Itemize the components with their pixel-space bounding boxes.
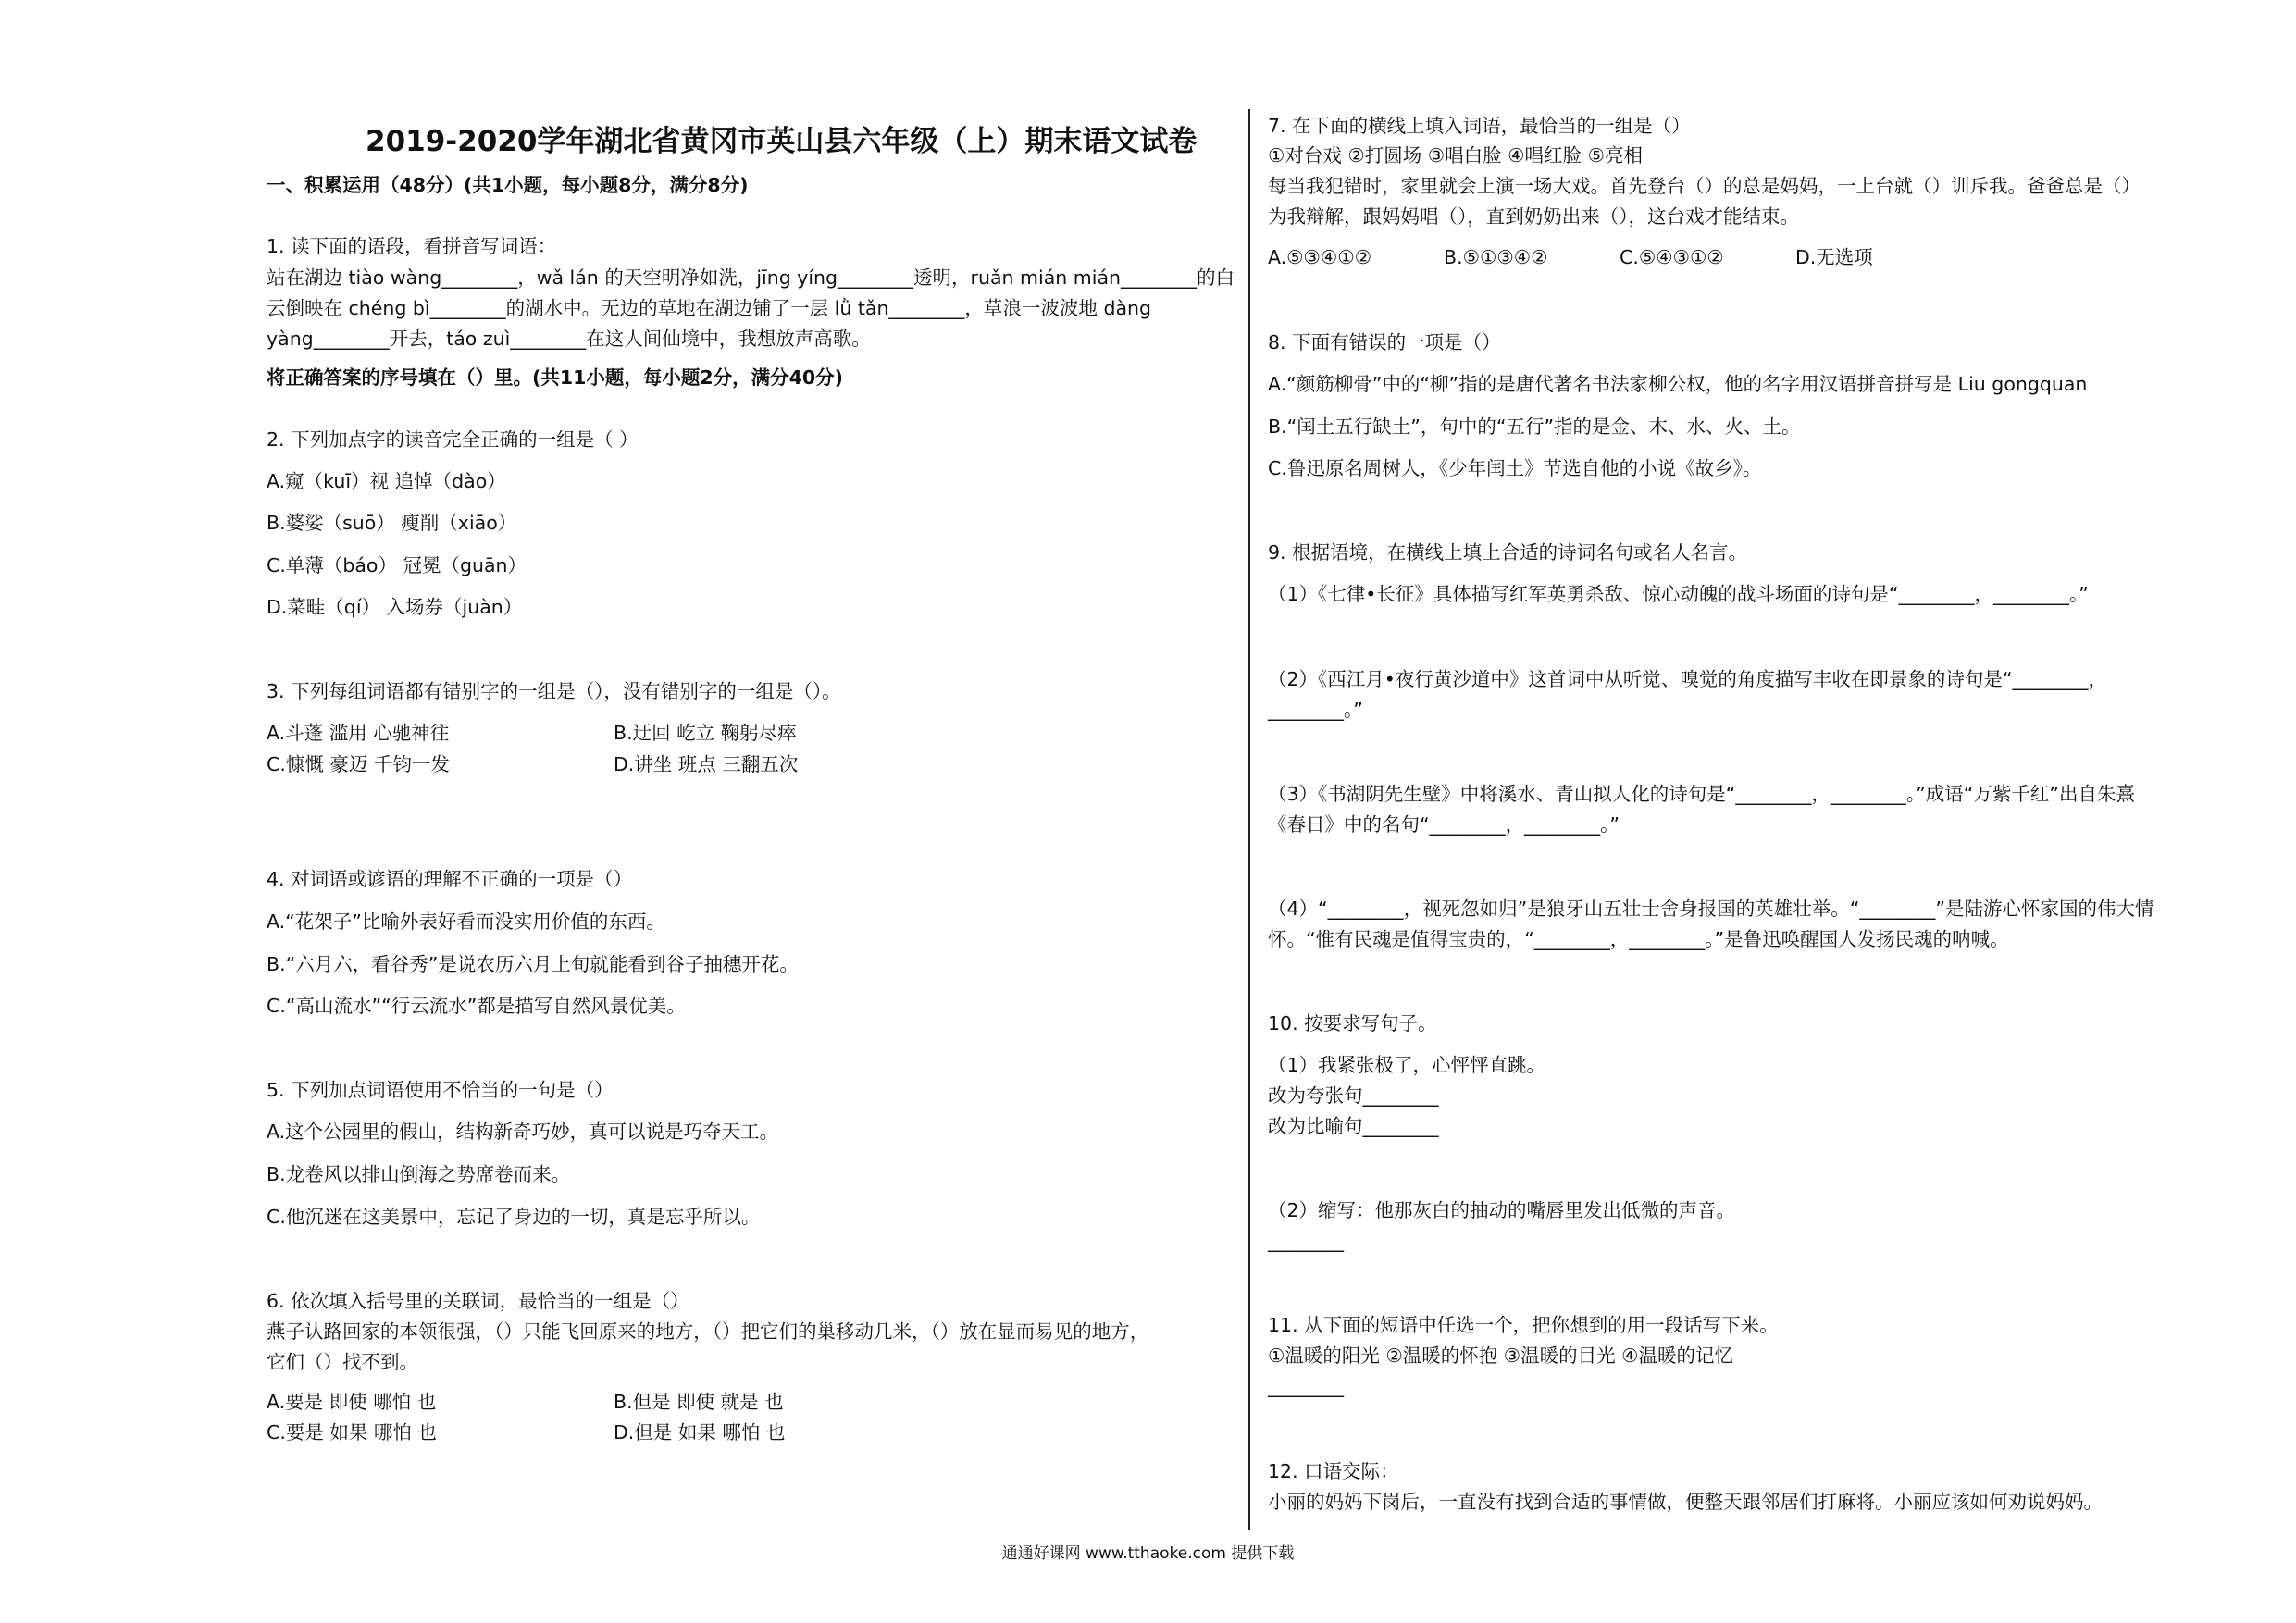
q4-option-b: B.“六月六，看谷秀”是说农历六月上旬就能看到谷子抽穗开花。 bbox=[267, 953, 799, 975]
q5-stem: 5. 下列加点词语使用不恰当的一句是（） bbox=[267, 1079, 614, 1101]
section-heading-2: 将正确答案的序号填在（）里。(共11小题，每小题2分，满分40分) bbox=[267, 366, 844, 389]
q10-sentence: （2）缩写：他那灰白的抽动的嘴唇里发出低微的声音。 bbox=[1268, 1199, 1736, 1221]
q11-items: ①温暖的阳光 ②温暖的怀抱 ③温暖的目光 ④温暖的记忆 bbox=[1268, 1344, 1734, 1367]
q10-sentence: （1）我紧张极了，心怦怦直跳。 bbox=[1268, 1054, 1546, 1076]
q2-option-c: C.单薄（báo） 冠冕（guān） bbox=[267, 554, 527, 576]
q2-option-a: A.窥（kuī）视 追悼（dào） bbox=[267, 470, 506, 492]
q6-line: 它们（）找不到。 bbox=[267, 1351, 418, 1373]
q9-stem: 9. 根据语境，在横线上填上合适的诗词名句或名人名言。 bbox=[1268, 541, 1748, 564]
q7-option-a: A.⑤③④①② bbox=[1268, 246, 1372, 268]
q7-option-b: B.⑤①③④② bbox=[1444, 246, 1548, 268]
q12-line: 小丽的妈妈下岗后，一直没有找到合适的事情做，便整天跟邻居们打麻将。小丽应该如何劝说妈妈。 bbox=[1268, 1491, 2103, 1513]
q8-option-b: B.“闰土五行缺土”，句中的“五行”指的是金、木、水、火、土。 bbox=[1268, 415, 1801, 438]
q1-stem: 1. 读下面的语段，看拼音写词语： bbox=[267, 235, 557, 257]
q7-stem: 7. 在下面的横线上填入词语，最恰当的一组是（） bbox=[1268, 115, 1691, 137]
q7-option-c: C.⑤④③①② bbox=[1620, 246, 1724, 268]
q12-stem: 12. 口语交际： bbox=[1268, 1460, 1399, 1482]
q10-stem: 10. 按要求写句子。 bbox=[1268, 1012, 1437, 1035]
page-title: 2019-2020学年湖北省黄冈市英山县六年级（上）期末语文试卷 bbox=[366, 125, 1198, 158]
q3-option-d: D.讲坐 班点 三翻五次 bbox=[614, 753, 799, 775]
q8-option-c: C.鲁迅原名周树人，《少年闰土》节选自他的小说《故乡》。 bbox=[1268, 457, 1762, 479]
q10-answer-line: 改为比喻句________ bbox=[1268, 1115, 1439, 1137]
q1-line: yàng________开去，táo zuì________在这人间仙境中，我想放声高歌。 bbox=[267, 328, 871, 350]
footer-credit: 通通好课网 www.tthaoke.com 提供下载 bbox=[1001, 1544, 1295, 1563]
q11-answer-line: ________ bbox=[1268, 1375, 1344, 1397]
q5-option-c: C.他沉迷在这美景中，忘记了身边的一切，真是忘乎所以。 bbox=[267, 1206, 761, 1228]
q1-line: 云倒映在 chéng bì________的湖水中。无边的草地在湖边铺了一层 lǜ tǎn________，草浪一波波地 dàng bbox=[267, 297, 1152, 319]
q9-part: 《春日》中的名句“________，________。” bbox=[1268, 813, 1620, 836]
q9-part: 怀。“惟有民魂是值得宝贵的，“________，________。”是鲁迅唤醒国人发扬民魂的呐喊。 bbox=[1268, 928, 2009, 950]
q6-option-c: C.要是 如果 哪怕 也 bbox=[267, 1421, 437, 1443]
q7-items: ①对台戏 ②打圆场 ③唱白脸 ④唱红脸 ⑤亮相 bbox=[1268, 144, 1643, 167]
q3-option-c: C.慷慨 豪迈 千钧一发 bbox=[267, 753, 450, 775]
q9-part: ________。” bbox=[1268, 699, 1363, 721]
q2-option-d: D.菜畦（qí） 入场券（juàn） bbox=[267, 596, 523, 618]
q5-option-a: A.这个公园里的假山，结构新奇巧妙，真可以说是巧夺天工。 bbox=[267, 1121, 779, 1143]
q7-option-d: D.无选项 bbox=[1795, 246, 1873, 268]
q9-part: （4）“________，视死忽如归”是狼牙山五壮士舍身报国的英雄壮举。“________”是陆游心怀家国的伟大情 bbox=[1268, 898, 2154, 920]
q4-option-c: C.“高山流水”“行云流水”都是描写自然风景优美。 bbox=[267, 995, 686, 1017]
q6-option-b: B.但是 即使 就是 也 bbox=[614, 1391, 784, 1413]
q7-line: 为我辩解，跟妈妈唱（），直到奶奶出来（），这台戏才能结束。 bbox=[1268, 205, 1799, 228]
q10-answer-line: ________ bbox=[1268, 1230, 1344, 1252]
q3-stem: 3. 下列每组词语都有错别字的一组是（），没有错别字的一组是（）。 bbox=[267, 680, 841, 702]
q4-option-a: A.“花架子”比喻外表好看而没实用价值的东西。 bbox=[267, 911, 665, 933]
q3-option-a: A.斗蓬 滥用 心驰神往 bbox=[267, 722, 450, 744]
q9-part: （1）《七律•长征》具体描写红军英勇杀敌、惊心动魄的战斗场面的诗句是“________，________。” bbox=[1268, 583, 2089, 605]
q6-line: 燕子认路回家的本领很强，（）只能飞回原来的地方，（）把它们的巢移动几米，（）放在显而易见的地方， bbox=[267, 1320, 1149, 1343]
q8-stem: 8. 下面有错误的一项是（） bbox=[1268, 331, 1501, 353]
section-heading-1: 一、积累运用（48分）(共1小题，每小题8分，满分8分) bbox=[267, 174, 749, 196]
q2-stem: 2. 下列加点字的读音完全正确的一组是（ ） bbox=[267, 428, 639, 451]
q4-stem: 4. 对词语或谚语的理解不正确的一项是（） bbox=[267, 868, 633, 890]
q8-option-a: A.“颜筋柳骨”中的“柳”指的是唐代著名书法家柳公权，他的名字用汉语拼音拼写是 Liu gongquan bbox=[1268, 373, 2088, 395]
q5-option-b: B.龙卷风以排山倒海之势席卷而来。 bbox=[267, 1163, 571, 1185]
q3-option-b: B.迂回 屹立 鞠躬尽瘁 bbox=[614, 722, 797, 744]
q7-line: 每当我犯错时，家里就会上演一场大戏。首先登台（）的总是妈妈，一上台就（）训斥我。爸爸总是（） bbox=[1268, 175, 2141, 197]
q6-option-a: A.要是 即使 哪怕 也 bbox=[267, 1391, 437, 1413]
q10-answer-line: 改为夸张句________ bbox=[1268, 1084, 1439, 1107]
q6-stem: 6. 依次填入括号里的关联词，最恰当的一组是（） bbox=[267, 1290, 689, 1312]
q9-part: （3）《书湖阴先生壁》中将溪水、青山拟人化的诗句是“________，________。”成语“万紫千红”出自朱熹 bbox=[1268, 783, 2136, 805]
column-divider bbox=[1248, 109, 1250, 1530]
q1-line: 站在湖边 tiào wàng________，wǎ lán 的天空明净如洗，jīng yíng________透明，ruǎn mián mián________的白 bbox=[267, 266, 1235, 289]
q11-stem: 11. 从下面的短语中任选一个，把你想到的用一段话写下来。 bbox=[1268, 1314, 1779, 1336]
q6-option-d: D.但是 如果 哪怕 也 bbox=[614, 1421, 786, 1443]
q2-option-b: B.婆娑（suō） 瘦削（xiāo） bbox=[267, 512, 517, 534]
q9-part: （2）《西江月•夜行黄沙道中》这首词中从听觉、嗅觉的角度描写丰收在即景象的诗句是“________， bbox=[1268, 668, 2108, 690]
